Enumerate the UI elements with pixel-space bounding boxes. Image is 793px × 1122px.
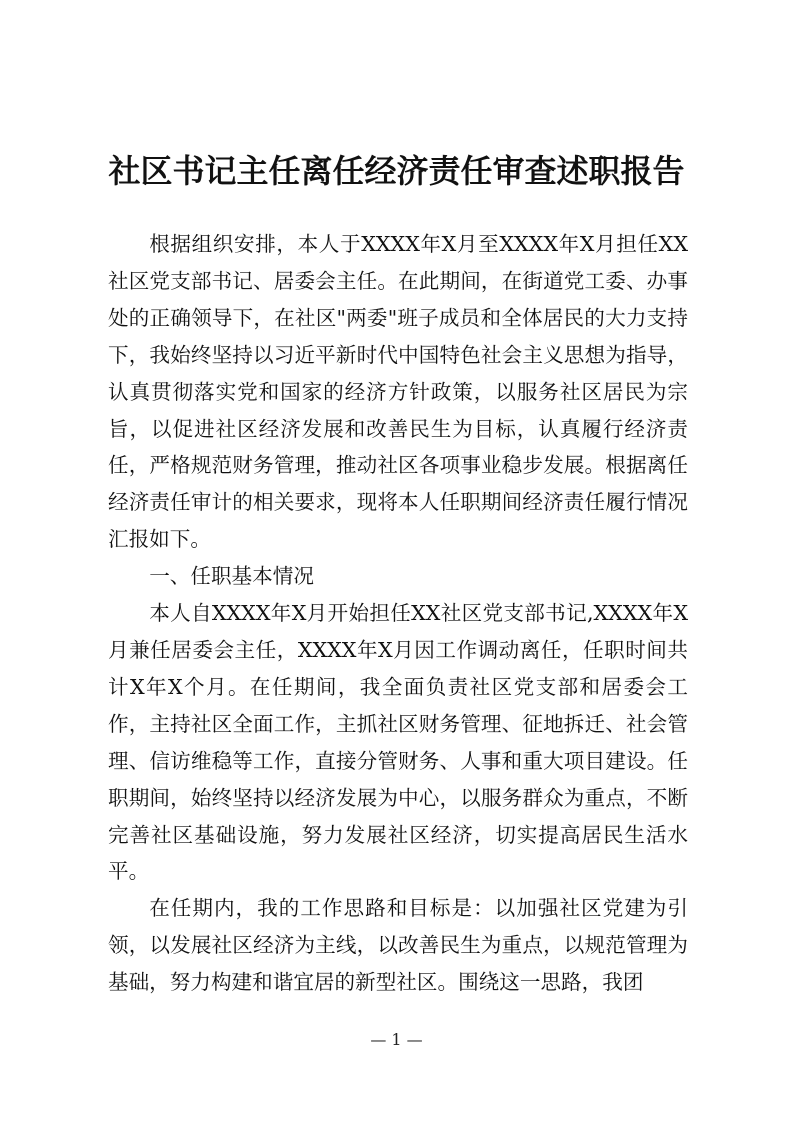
page-number: — 1 — [370, 1030, 423, 1049]
document-body [108, 226, 688, 1001]
paragraph-basic-info: 本人自XXXX年X月开始担任XX社区党支部书记,XXXX年X月兼任居委会主任，XXXX年X月因工作调动离任，任职时间共计X年X个月。在任期间，我全面负责社区党支部和居委会工作，主持社区全面工作，主抓社区财务管理、征地拆迁、社会管理、信访维稳等工作，直接分管财务、人事和重大项目建设。任职期间，始终坚持以经济发展为中心，以服务群众为重点，不断完善社区基础设施，努力发展社区经济，切实提高居民生活水平。 [108, 601, 688, 884]
document-title: 社区书记主任离任经济责任审查述职报告 [108, 152, 685, 190]
section-heading-basic-info: 一、任职基本情况 [149, 564, 314, 589]
paragraph-work-ideas: 在任期内，我的工作思路和目标是：以加强社区党建为引领，以发展社区经济为主线，以改善民生为重点，以规范管理为基础，努力构建和谐宜居的新型社区。围绕这一思路，我团 [108, 896, 688, 995]
paragraph-intro: 根据组织安排，本人于XXXX年X月至XXXX年X月担任XX社区党支部书记、居委会主任。在此期间，在街道党工委、办事处的正确领导下，在社区"两委"班子成员和全体居民的大力支持下，我始终坚持以习近平新时代中国特色社会主义思想为指导，认真贯彻落实党和国家的经济方针政策，以服务社区居民为宗旨，以促进社区经济发展和改善民生为目标，认真履行经济责任，严格规范财务管理，推动社区各项事业稳步发展。根据离任经济责任审计的相关要求，现将本人任职期间经济责任履行情况汇报如下。 [108, 232, 688, 552]
